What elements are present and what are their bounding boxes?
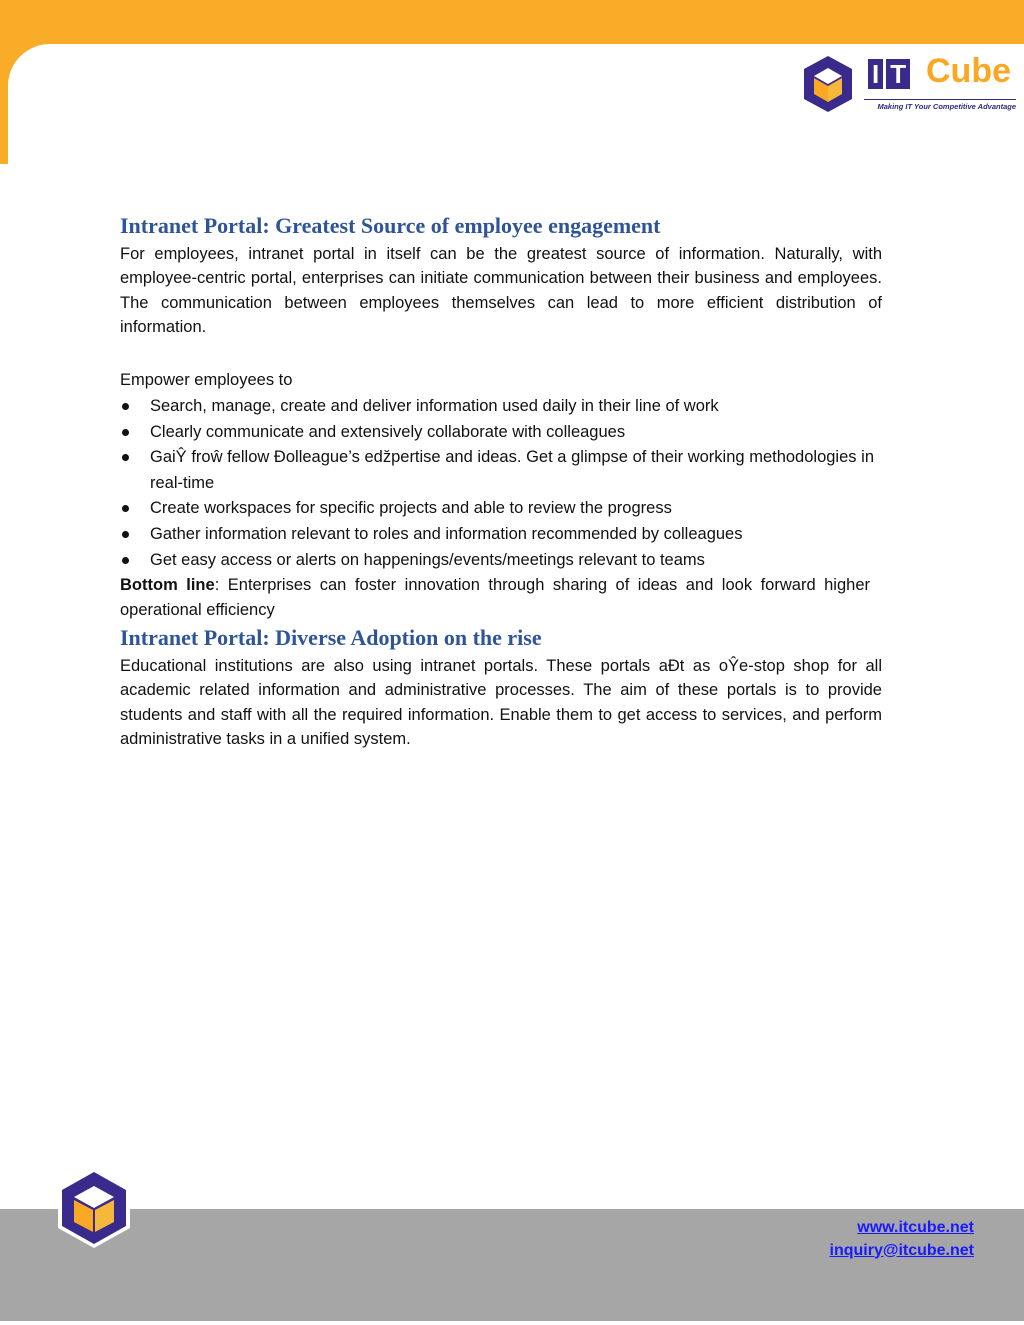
list-item-text: Gather information relevant to roles and information recommended by colleagues — [150, 525, 743, 543]
section-heading: Intranet Portal: Diverse Adoption on the rise — [120, 625, 542, 650]
logo-letter: I — [868, 59, 883, 89]
intro-paragraph: For employees, intranet portal in itself can be the greatest source of information. Naturally, with employee-centric portal, enterprises can initiate communication between their business and employees. The communication between employees themselves can lead to more efficient distribution of information. — [120, 245, 882, 337]
bullet-icon — [122, 454, 129, 461]
education-paragraph: Educational institutions are also using intranet portals. These portals aĐt as oŶe-stop shop for all academic related information and administrative processes. The aim of these portals is to provide students and staff with all the required information. Enable them to get access to services, and perform administrative tasks in a unified system. — [120, 657, 882, 749]
list-item — [120, 445, 882, 496]
list-item — [120, 394, 882, 420]
list-item-text: Create workspaces for specific projects and able to review the progress — [150, 499, 672, 518]
logo-it-letters — [864, 59, 914, 89]
header-curve-mask — [8, 44, 128, 244]
list-item-text: Search, manage, create and deliver information used daily in their line of work — [150, 397, 719, 416]
logo-letter: T — [886, 59, 910, 89]
list-item — [120, 548, 882, 574]
bullet-icon — [122, 403, 129, 410]
header-band — [0, 0, 1024, 44]
list-item-text: GaiŶ froŵ fellow Đolleague’s edžpertise and ideas. Get a glimpse of their working methodologies in real-time — [150, 448, 874, 492]
bottom-line-text: : Enterprises can foster innovation through sharing of ideas and look forward higher operational efficiency — [120, 576, 871, 619]
bullet-icon — [122, 531, 129, 538]
website-link[interactable]: www.itcube.net — [857, 1219, 974, 1236]
document-body — [120, 210, 882, 752]
logo-word: Cube — [926, 52, 1011, 90]
benefits-list — [120, 394, 882, 573]
cube-logo-icon — [802, 54, 854, 114]
list-item-text: Clearly communicate and extensively collaborate with colleagues — [150, 422, 626, 441]
bullet-icon — [122, 505, 129, 512]
bullet-icon — [122, 429, 129, 436]
bottom-line-paragraph — [120, 573, 882, 622]
footer-links — [830, 1217, 975, 1262]
section-heading: Intranet Portal: Greatest Source of employee engagement — [120, 213, 661, 238]
cube-logo-icon — [56, 1166, 132, 1250]
email-link[interactable]: inquiry@itcube.net — [829, 1241, 974, 1259]
bottom-line-label: Bottom line — [120, 576, 215, 595]
itcube-logo — [802, 54, 1016, 114]
list-item-text: Get easy access or alerts on happenings/events/meetings relevant to teams — [150, 550, 705, 569]
list-item — [120, 420, 882, 446]
list-item — [120, 522, 882, 548]
bullet-icon — [122, 557, 129, 564]
empower-label: Empower employees to — [120, 370, 293, 389]
logo-tagline: Making IT Your Competitive Advantage — [864, 99, 1016, 111]
list-item — [120, 496, 882, 522]
